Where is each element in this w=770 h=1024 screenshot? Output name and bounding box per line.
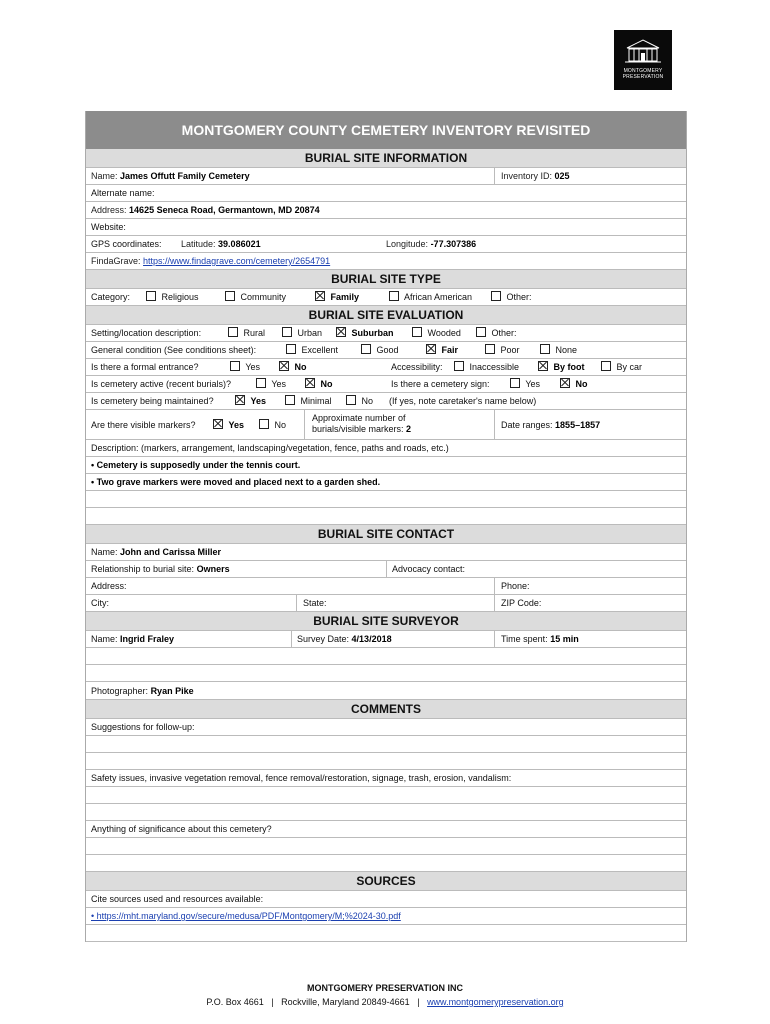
footer-organization: MONTGOMERY PRESERVATION INC — [306, 983, 463, 993]
relationship-field[interactable]: Owners — [196, 564, 230, 574]
description-text-2: • Two grave markers were moved and placed next to a garden shed. — [91, 477, 381, 487]
findagrave-row — [86, 253, 686, 270]
maintained-no-option[interactable] — [346, 393, 373, 409]
other-category-label: Other: — [506, 292, 532, 302]
checkbox-poor[interactable] — [485, 344, 495, 354]
time-spent-field[interactable]: 15 min — [550, 634, 579, 644]
active-yes-option[interactable] — [256, 376, 286, 392]
setting-row — [86, 325, 686, 342]
condition-none-option[interactable] — [540, 342, 577, 358]
maintained-minimal-option[interactable] — [285, 393, 332, 409]
advocacy-contact-field[interactable] — [386, 561, 465, 577]
section-burial-site-evaluation: BURIAL SITE EVALUATION — [86, 306, 686, 325]
checkbox-urban[interactable] — [282, 327, 292, 337]
setting-label: Setting/location description: — [91, 328, 202, 338]
longitude-label: Longitude: — [386, 239, 429, 249]
photographer-label: Photographer: — [91, 686, 149, 696]
markers-no-label: No — [274, 420, 287, 430]
source-link[interactable]: • https://mht.maryland.gov/secure/medusa/PDF/Montgomery/M;%2024-30.pdf — [91, 911, 401, 921]
condition-good-option[interactable] — [361, 342, 399, 358]
maintained-yes-option[interactable] — [235, 393, 266, 409]
checkbox-active-no-checked[interactable] — [305, 378, 315, 388]
section-burial-site-surveyor: BURIAL SITE SURVEYOR — [86, 612, 686, 631]
checkbox-rural[interactable] — [228, 327, 238, 337]
family-label: Family — [330, 292, 360, 302]
latitude-field[interactable]: 39.086021 — [218, 239, 261, 249]
contact-city-field[interactable] — [91, 595, 109, 611]
surveyor-blank-row-2[interactable] — [86, 665, 686, 682]
condition-poor-option[interactable] — [485, 342, 520, 358]
zip-label: ZIP Code: — [501, 598, 542, 608]
cite-sources-label: Cite sources used and resources available: — [91, 894, 264, 904]
category-family-option[interactable] — [315, 289, 359, 305]
setting-wooded-option[interactable] — [412, 325, 461, 341]
checkbox-maintained-no[interactable] — [346, 395, 356, 405]
maintained-row — [86, 393, 686, 410]
footer-pobox: P.O. Box 4661 — [206, 997, 264, 1007]
safety-line-1[interactable] — [86, 787, 686, 804]
gps-row — [86, 236, 686, 253]
checkbox-entrance-no-checked[interactable] — [279, 361, 289, 371]
source-link-row — [86, 908, 686, 925]
section-sources: SOURCES — [86, 872, 686, 891]
safety-line-2[interactable] — [86, 804, 686, 821]
sign-no-option[interactable] — [560, 376, 588, 392]
setting-urban-option[interactable] — [282, 325, 322, 341]
entrance-accessibility-row — [86, 359, 686, 376]
category-community-option[interactable] — [225, 289, 286, 305]
entrance-label: Is there a formal entrance? — [91, 362, 199, 372]
markers-yes-label: Yes — [228, 420, 245, 430]
relationship-label: Relationship to burial site: — [91, 564, 195, 574]
contact-address-field[interactable] — [91, 578, 127, 594]
condition-label: General condition (See conditions sheet): — [91, 345, 257, 355]
followup-label: Suggestions for follow-up: — [91, 722, 195, 732]
sign-label: Is there a cemetery sign: — [391, 379, 490, 389]
condition-excellent-option[interactable] — [286, 342, 338, 358]
cite-sources-row — [86, 891, 686, 908]
sign-yes-label: Yes — [525, 379, 541, 389]
checkbox-none[interactable] — [540, 344, 550, 354]
building-icon — [623, 38, 663, 64]
checkbox-markers-yes-checked[interactable] — [213, 419, 223, 429]
by-foot-label: By foot — [553, 362, 585, 372]
setting-suburban-option[interactable] — [336, 325, 394, 341]
category-other-option[interactable] — [491, 289, 532, 305]
description-line-3[interactable] — [86, 491, 686, 508]
section-burial-site-type: BURIAL SITE TYPE — [86, 270, 686, 289]
active-no-label: No — [320, 379, 333, 389]
surveyor-name-field[interactable]: Ingrid Fraley — [120, 634, 175, 644]
religious-label: Religious — [161, 292, 199, 302]
form-title: MONTGOMERY COUNTY CEMETERY INVENTORY REVISITED — [86, 111, 686, 149]
urban-label: Urban — [297, 328, 323, 338]
survey-date-label: Survey Date: — [297, 634, 350, 644]
findagrave-link[interactable]: https://www.findagrave.com/cemetery/2654791 — [143, 256, 331, 266]
markers-no-option[interactable] — [259, 410, 286, 439]
community-label: Community — [240, 292, 287, 302]
significance-label: Anything of significance about this cemetery? — [91, 824, 272, 834]
entrance-no-option[interactable] — [279, 359, 307, 375]
footer-city: Rockville, Maryland 20849-4661 — [281, 997, 410, 1007]
checkbox-sign-yes[interactable] — [510, 378, 520, 388]
checkbox-entrance-yes[interactable] — [230, 361, 240, 371]
accessibility-by-car-option[interactable] — [601, 359, 642, 375]
date-ranges-label: Date ranges: — [501, 420, 553, 430]
date-ranges-field[interactable]: 1855–1857 — [555, 420, 601, 430]
checkbox-african-american[interactable] — [389, 291, 399, 301]
poor-label: Poor — [500, 345, 520, 355]
maintained-no-label: No — [361, 396, 374, 406]
latitude-label: Latitude: — [181, 239, 216, 249]
survey-date-field[interactable]: 4/13/2018 — [351, 634, 392, 644]
contact-zip-field[interactable] — [494, 595, 541, 611]
phone-label: Phone: — [501, 581, 530, 591]
website-row[interactable] — [86, 219, 686, 236]
relationship-row — [86, 561, 686, 578]
none-label: None — [555, 345, 578, 355]
city-label: City: — [91, 598, 109, 608]
by-car-label: By car — [616, 362, 643, 372]
approx-burials-field[interactable]: 2 — [406, 424, 412, 434]
name-row — [86, 168, 686, 185]
inventory-id-field[interactable]: 025 — [554, 171, 570, 181]
photographer-row — [86, 682, 686, 700]
contact-city-row — [86, 595, 686, 612]
footer-separator-2: | — [417, 997, 420, 1007]
description-text-1: • Cemetery is supposedly under the tennis court. — [91, 460, 301, 470]
contact-name-field[interactable]: John and Carissa Miller — [120, 547, 222, 557]
footer-address — [0, 997, 770, 1007]
description-label: Description: (markers, arrangement, landscaping/vegetation, fence, paths and roads, etc.) — [91, 443, 449, 453]
suburban-label: Suburban — [351, 328, 394, 338]
alternate-name-row[interactable] — [86, 185, 686, 202]
checkbox-religious[interactable] — [146, 291, 156, 301]
contact-phone-field[interactable] — [494, 578, 530, 594]
significance-row — [86, 821, 686, 838]
followup-line-1[interactable] — [86, 736, 686, 753]
checkbox-by-foot-checked[interactable] — [538, 361, 548, 371]
active-yes-label: Yes — [271, 379, 287, 389]
maintained-yes-label: Yes — [250, 396, 267, 406]
followup-line-2[interactable] — [86, 753, 686, 770]
checkbox-other-category[interactable] — [491, 291, 501, 301]
checkbox-maintained-yes-checked[interactable] — [235, 395, 245, 405]
section-comments: COMMENTS — [86, 700, 686, 719]
findagrave-label: FindaGrave: — [91, 256, 141, 266]
checkbox-wooded[interactable] — [412, 327, 422, 337]
checkbox-minimal[interactable] — [285, 395, 295, 405]
state-label: State: — [303, 598, 327, 608]
contact-address-label: Address: — [91, 581, 127, 591]
inventory-form — [85, 111, 687, 942]
gps-label: GPS coordinates: — [91, 239, 162, 249]
condition-row — [86, 342, 686, 359]
address-field[interactable]: 14625 Seneca Road, Germantown, MD 20874 — [129, 205, 320, 215]
wooded-label: Wooded — [427, 328, 461, 338]
name-label: Name: — [91, 171, 118, 181]
description-line-2[interactable] — [86, 474, 686, 491]
checkbox-excellent[interactable] — [286, 344, 296, 354]
condition-fair-option[interactable] — [426, 342, 458, 358]
category-african-american-option[interactable] — [389, 289, 472, 305]
organization-logo — [614, 30, 672, 90]
surveyor-name-label: Name: — [91, 634, 118, 644]
checkbox-other-setting[interactable] — [476, 327, 486, 337]
approx-label-line1: Approximate number of — [312, 413, 406, 423]
footer-website-link[interactable]: www.montgomerypreservation.org — [427, 997, 564, 1007]
markers-yes-option[interactable] — [213, 410, 244, 439]
markers-label: Are there visible markers? — [91, 420, 196, 430]
category-row — [86, 289, 686, 306]
photographer-field[interactable]: Ryan Pike — [150, 686, 194, 696]
address-label: Address: — [91, 205, 127, 215]
good-label: Good — [376, 345, 399, 355]
footer-separator-1: | — [271, 997, 274, 1007]
entrance-yes-option[interactable] — [230, 359, 260, 375]
entrance-yes-label: Yes — [245, 362, 261, 372]
surveyor-blank-row-1[interactable] — [86, 648, 686, 665]
accessibility-by-foot-option[interactable] — [538, 359, 585, 375]
followup-row — [86, 719, 686, 736]
contact-address-row — [86, 578, 686, 595]
description-label-row — [86, 440, 686, 457]
checkbox-markers-no[interactable] — [259, 419, 269, 429]
setting-other-option[interactable] — [476, 325, 517, 341]
checkbox-sign-no-checked[interactable] — [560, 378, 570, 388]
fair-label: Fair — [441, 345, 459, 355]
time-spent-label: Time spent: — [501, 634, 548, 644]
sources-blank-row[interactable] — [86, 925, 686, 942]
address-row — [86, 202, 686, 219]
checkbox-good[interactable] — [361, 344, 371, 354]
section-burial-site-information: BURIAL SITE INFORMATION — [86, 149, 686, 168]
sign-yes-option[interactable] — [510, 376, 540, 392]
contact-state-field[interactable] — [296, 595, 327, 611]
inaccessible-label: Inaccessible — [469, 362, 520, 372]
approx-label-line2: burials/visible markers: — [312, 424, 404, 434]
accessibility-label: Accessibility: — [391, 362, 443, 372]
category-label: Category: — [91, 292, 131, 302]
active-no-option[interactable] — [305, 376, 333, 392]
african-american-label: African American — [404, 292, 473, 302]
logo-text-line2: PRESERVATION — [622, 74, 664, 80]
surveyor-row — [86, 631, 686, 648]
rural-label: Rural — [243, 328, 266, 338]
cemetery-name-field[interactable]: James Offutt Family Cemetery — [120, 171, 250, 181]
description-line-1[interactable] — [86, 457, 686, 474]
advocacy-label: Advocacy contact: — [392, 564, 466, 574]
logo-text-line1: MONTGOMERY — [623, 68, 663, 74]
section-burial-site-contact: BURIAL SITE CONTACT — [86, 525, 686, 544]
category-religious-option[interactable] — [146, 289, 199, 305]
sign-no-label: No — [575, 379, 588, 389]
markers-row — [86, 410, 686, 440]
caretaker-note: (If yes, note caretaker's name below) — [389, 396, 537, 406]
checkbox-fair-checked[interactable] — [426, 344, 436, 354]
checkbox-suburban-checked[interactable] — [336, 327, 346, 337]
maintained-label: Is cemetery being maintained? — [91, 396, 214, 406]
safety-row — [86, 770, 686, 787]
checkbox-community[interactable] — [225, 291, 235, 301]
checkbox-family-checked[interactable] — [315, 291, 325, 301]
active-label: Is cemetery active (recent burials)? — [91, 379, 232, 389]
active-sign-row — [86, 376, 686, 393]
longitude-field[interactable]: -77.307386 — [430, 239, 477, 249]
date-ranges-cell — [494, 410, 600, 439]
website-label: Website: — [91, 222, 126, 232]
checkbox-inaccessible[interactable] — [454, 361, 464, 371]
checkbox-active-yes[interactable] — [256, 378, 266, 388]
contact-name-label: Name: — [91, 547, 118, 557]
contact-name-row — [86, 544, 686, 561]
alternate-name-label: Alternate name: — [91, 188, 155, 198]
checkbox-by-car[interactable] — [601, 361, 611, 371]
accessibility-inaccessible-option[interactable] — [454, 359, 519, 375]
other-setting-label: Other: — [491, 328, 517, 338]
significance-line-1[interactable] — [86, 838, 686, 855]
setting-rural-option[interactable] — [228, 325, 265, 341]
safety-label: Safety issues, invasive vegetation removal, fence removal/restoration, signage, trash, erosion, vandalism: — [91, 773, 512, 783]
excellent-label: Excellent — [301, 345, 339, 355]
approx-burials-cell — [304, 410, 494, 439]
entrance-no-label: No — [294, 362, 307, 372]
description-line-4[interactable] — [86, 508, 686, 525]
significance-line-2[interactable] — [86, 855, 686, 872]
minimal-label: Minimal — [300, 396, 332, 406]
inventory-id-label: Inventory ID: — [501, 171, 553, 181]
